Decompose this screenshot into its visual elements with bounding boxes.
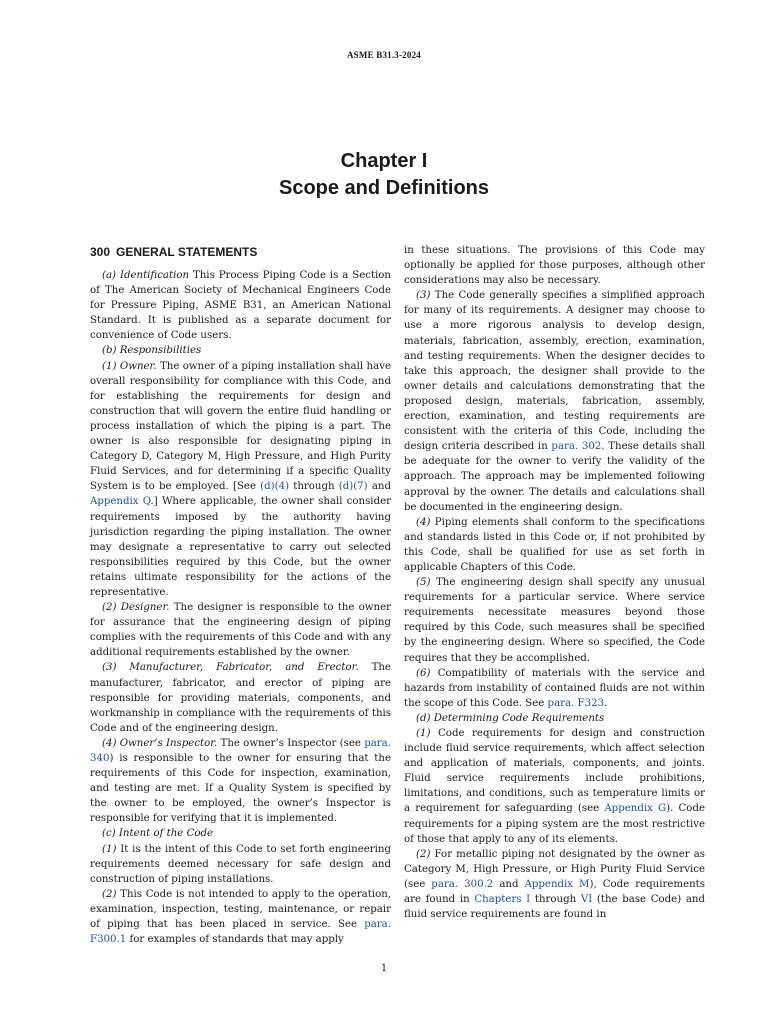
para-text: For metallic piping not designated by the owner as Category M, High Pressure, or High Purity Fluid Service (see (404, 848, 705, 890)
para-title: Owner’s Inspector. (119, 737, 218, 749)
right-column (404, 243, 705, 922)
chapter-name: Scope and Definitions (278, 177, 490, 199)
link-para-340[interactable]: para. 340 (90, 737, 391, 764)
paragraph-c1 (90, 842, 391, 887)
paragraph-d1 (404, 726, 705, 847)
para-title: Responsibilities (119, 345, 202, 357)
para-text: ). Code requirements for a piping system are the most restrictive of those that apply to any of its elements. (404, 803, 705, 845)
link-para-f323[interactable]: para. F323 (547, 697, 605, 709)
paragraph-c2-continued (404, 243, 705, 288)
section-heading (90, 245, 391, 260)
chapter-title (0, 148, 768, 202)
para-text: The engineering design shall specify any unusual requirements for a particular service. Where service requirements necessitate measures beyond those required by this Code, such measures shall be specified by the engineering design. Where so specified, the Code requires that they be accomplished. (404, 577, 705, 664)
para-text: ), Code requirements are found in (404, 878, 705, 906)
para-text: This Code is not intended to apply to the operation, examination, inspection, testing, maintenance, or repair of piping that has been placed in service. See (90, 888, 391, 931)
para-text: and (371, 481, 391, 493)
para-label: (2) (416, 848, 431, 860)
para-text: The owner’s Inspector (see (220, 737, 361, 749)
link-chapter-vi[interactable]: VI (580, 894, 593, 906)
para-text: through (293, 481, 335, 493)
para-text: Compatibility of materials with the service and hazards from instability of contained fluids are not within the scope of this Code. See (404, 667, 705, 709)
link-para-300-2[interactable]: para. 300.2 (431, 878, 494, 890)
para-title: Intent of the Code (118, 828, 214, 840)
para-title: Determining Code Requirements (433, 712, 605, 724)
paragraph-c (90, 826, 391, 841)
running-head: ASME B31.3-2024 (346, 50, 421, 60)
paragraph-b4 (90, 736, 391, 827)
para-text: and (499, 878, 519, 890)
para-label: (c) (102, 828, 116, 840)
link-para-f300-1[interactable]: para. F300.1 (90, 919, 391, 946)
para-label: (3) (416, 290, 431, 302)
para-text: ) is responsible to the owner for ensuring that the requirements of this Code for inspection, examination, and testing are met. If a Quality System is specified by the owner to be employed, the owner’s Inspector is responsible for verifying that it is implemented. (90, 753, 391, 825)
para-label: (4) (416, 516, 431, 528)
para-label: (3) (102, 662, 117, 674)
para-title: Owner. (119, 360, 157, 372)
para-title: Identification (119, 270, 190, 281)
para-label: (1) (102, 360, 117, 372)
link-appendix-g[interactable]: Appendix G (604, 803, 667, 815)
para-text: Code requirements for design and construction include fluid service requirements, which affect selection and application of materials, components, and joints. Fluid service requirements include prohibitions, limitations, and conditions, such as temperature limits or a requirement for safeguarding (see (404, 728, 705, 815)
paragraph-c6 (404, 666, 705, 711)
para-text: (the base Code) and fluid service requirements are found in (404, 894, 705, 921)
para-label: (1) (416, 728, 431, 739)
paragraph-b3 (90, 660, 391, 735)
para-text: . These details shall be adequate for the owner to verify the validity of the approach. The approach may be implemented following approval by the owner. The details and calculations shall be documented in the engineering design. (404, 441, 706, 513)
left-column (90, 243, 391, 947)
link-chapters-i[interactable]: Chapters I (474, 894, 531, 906)
paragraph-a (90, 268, 391, 343)
page-number: 1 (380, 963, 388, 974)
para-text: The manufacturer, fabricator, and erector of piping are responsible for providing materials, components, and workmanship in compliance with the requirements of this Code and of the engineering design. (90, 662, 391, 734)
para-label: (1) (102, 843, 117, 855)
paragraph-c2 (90, 887, 391, 947)
para-text: Piping elements shall conform to the specifications and standards listed in this Code or, if not prohibited by this Code, shall be qualified for use as set forth in applicable Chapters of this Code. (404, 516, 705, 573)
para-label: (d) (416, 712, 431, 724)
link-d7[interactable]: (d)(7) (338, 481, 368, 493)
link-appendix-m[interactable]: Appendix M (524, 878, 590, 890)
link-d4[interactable]: (d)(4) (260, 481, 290, 493)
paragraph-c3 (404, 288, 705, 514)
para-text: The designer is responsible to the owner for assurance that the engineering design of piping complies with the requirements of this Code and with any additional requirements established by the owner. (90, 602, 391, 659)
paragraph-b1 (90, 359, 391, 601)
para-label: (5) (416, 577, 431, 589)
para-title: Manufacturer, Fabricator, and Erector. (129, 662, 359, 674)
para-label: (b) (102, 345, 117, 357)
paragraph-b (90, 343, 391, 358)
para-text: The owner of a piping installation shall have overall responsibility for compliance with this Code, and for establishing the requirements for design and construction that will govern the entire fluid handling or process installation of which the piping is a part. The owner is also responsible for designating piping in Category D, Category M, High Pressure, and High Purity Fluid Services, and for determining if a specific Quality System is to be employed. [See (90, 360, 391, 493)
para-text: This Process Piping Code is a Section of The American Society of Mechanical Engineers Code for Pressure Piping, ASME B31, an American National Standard. It is published as a separate document for convenience of Code users. (90, 270, 391, 342)
para-text: in these situations. The provisions of this Code may optionally be applied for those purposes, although other considerations may also be necessary. (404, 245, 705, 287)
para-text: The Code generally specifies a simplified approach for many of its requirements. A designer may choose to use a more rigorous analysis to develop design, materials, fabrication, assembly, erection, examination, and testing requirements. When the designer decides to take this approach, the designer shall provide to the owner details and calculations demonstrating that the proposed design, materials, fabrication, assembly, erection, examination, and testing requirements are consistent with the criteria of this Code, including the design criteria described in (404, 290, 705, 453)
para-label: (6) (416, 667, 431, 679)
para-label: (2) (102, 888, 117, 900)
paragraph-c5 (404, 575, 705, 666)
section-title: GENERAL STATEMENTS (116, 245, 258, 259)
para-text: . (604, 697, 608, 709)
para-label: (2) (102, 602, 117, 614)
para-label: (a) (102, 270, 117, 281)
para-text: .] Where applicable, the owner shall consider requirements imposed by the authority having jurisdiction regarding the piping installation. The owner may designate a representative to carry out selected responsibilities required by this Code, but the owner retains ultimate responsibility for the actions of the representative. (90, 496, 391, 598)
para-text: for examples of standards that may apply (129, 934, 344, 946)
chapter-number: Chapter I (340, 150, 428, 172)
para-title: Designer. (120, 602, 170, 614)
paragraph-b2 (90, 600, 391, 660)
para-text: through (534, 894, 577, 906)
para-label: (4) (102, 737, 117, 749)
paragraph-d2 (404, 847, 705, 922)
link-para-302[interactable]: para. 302 (551, 441, 602, 453)
section-number: 300 (90, 245, 111, 259)
para-text: It is the intent of this Code to set forth engineering requirements deemed necessary for safe design and construction of piping installations. (90, 843, 391, 885)
paragraph-c4 (404, 515, 705, 575)
paragraph-d (404, 711, 705, 726)
link-appendix-q[interactable]: Appendix Q (90, 496, 151, 508)
